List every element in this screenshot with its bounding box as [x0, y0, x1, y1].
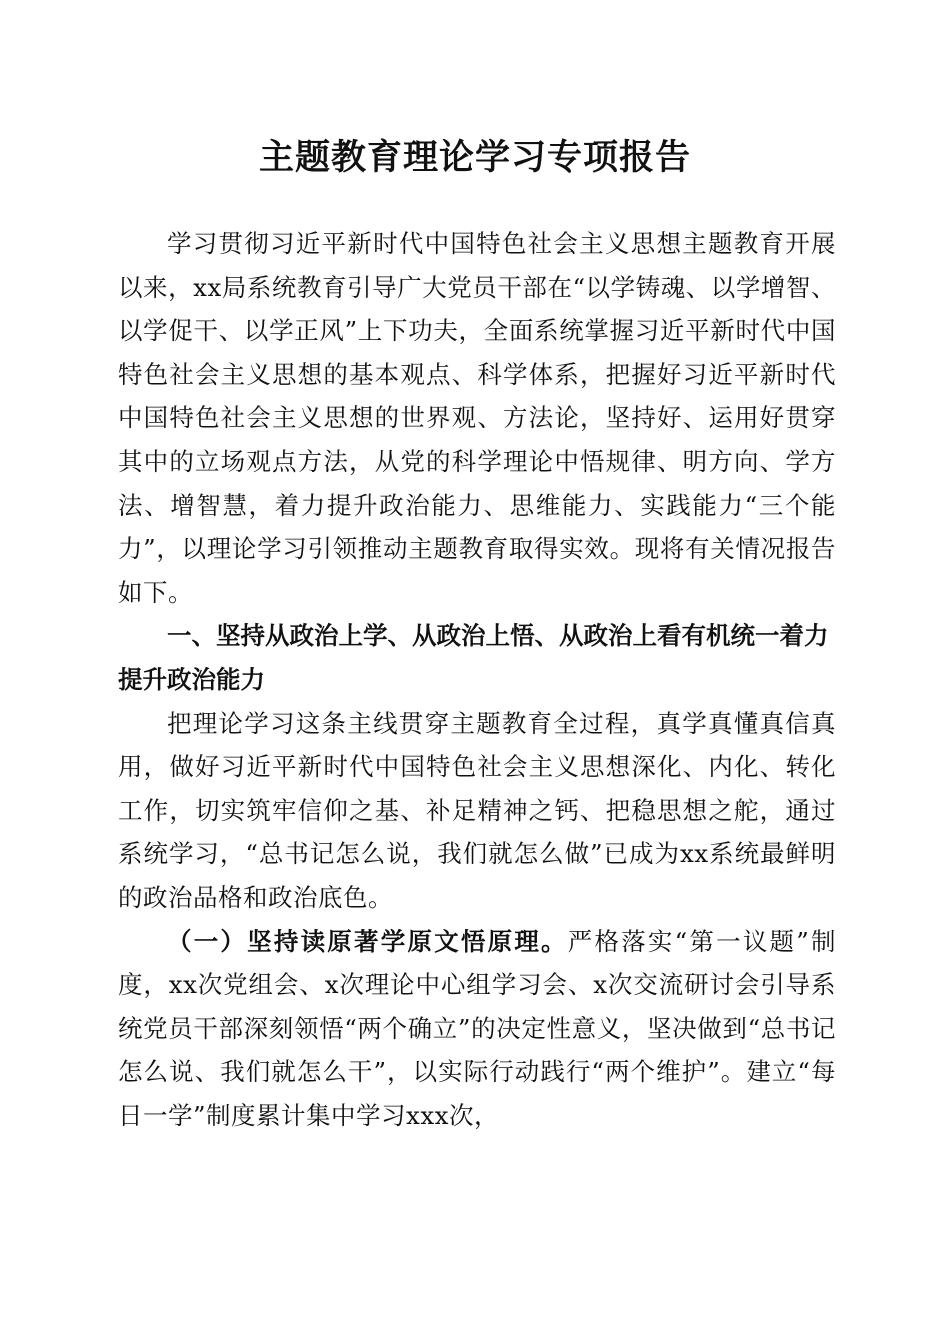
intro-paragraph: 学习贯彻习近平新时代中国特色社会主义思想主题教育开展以来，xx局系统教育引导广大党员干部在“以学铸魂、以学增智、以学促干、以学正风”上下功夫，全面系统掌握习近平新时代中国特色社会主义思想的基本观点、科学体系，把握好习近平新时代中国特色社会主义思想的世界观、方法论，坚持好、运用好贯穿其中的立场观点方法，从党的科学理论中悟规律、明方向、学方法、增智慧，着力提升政治能力、思维能力、实践能力“三个能力”，以理论学习引领推动主题教育取得实效。现将有关情况报告如下。 [118, 229, 836, 607]
subsection-1-heading: （一）坚持读原著学原文悟原理。 [167, 926, 568, 956]
subsection-1-paragraph [118, 920, 836, 1138]
section-1-paragraph: 把理论学习这条主线贯穿主题教育全过程，真学真懂真信真用，做好习近平新时代中国特色社会主义思想深化、内化、转化工作，切实筑牢信仰之基、补足精神之钙、把稳思想之舵，通过系统学习，“总书记怎么说，我们就怎么做”已成为xx系统最鲜明的政治品格和政治底色。 [118, 708, 836, 912]
document-body [118, 222, 836, 1137]
section-1-heading: 一、坚持从政治上学、从政治上悟、从政治上看有机统一着力提升政治能力 [118, 621, 829, 694]
document-title: 主题教育理论学习专项报告 [258, 137, 691, 178]
subsection-1-text: 严格落实“第一议题”制度，xx次党组会、x次理论中心组学习会、x次交流研讨会引导系统党员干部深刻领悟“两个确立”的决定性意义，坚决做到“总书记怎么说、我们就怎么干”，以实际行动践行“两个维护”。建立“每日一学”制度累计集中学习xxx次， [118, 926, 836, 1130]
